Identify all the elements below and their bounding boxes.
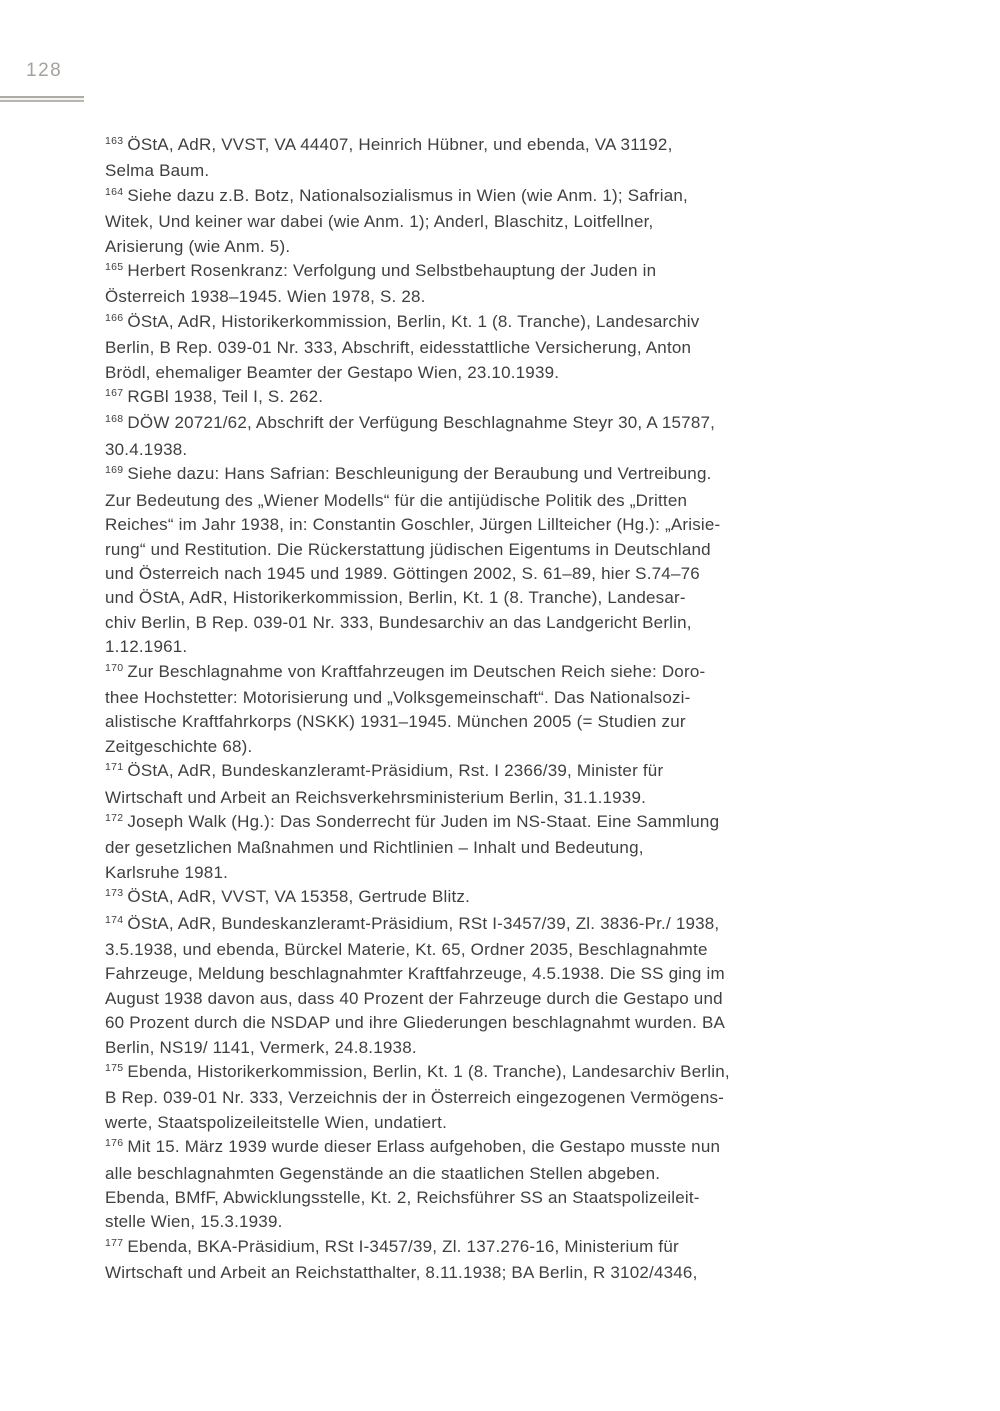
footnote-line: werte, Staatspolizeileitstelle Wien, undatiert.	[105, 1112, 448, 1132]
footnote-number: 163	[105, 135, 124, 147]
footnote-number: 175	[105, 1062, 124, 1075]
footnote-line: 30.4.1938.	[105, 439, 188, 459]
footnote-line: Berlin, B Rep. 039-01 Nr. 333, Abschrift, eidesstattliche Versicherung, Anton	[105, 338, 692, 358]
footnote-line: Zeitgeschichte 68).	[105, 736, 253, 756]
footnote-170	[105, 660, 825, 760]
footnote-line: Wirtschaft und Arbeit an Reichstatthalter, 8.11.1938; BA Berlin, R 3102/4346,	[105, 1263, 698, 1283]
footnote-line: 164 Siehe dazu z.B. Botz, Nationalsozialismus in Wien (wie Anm. 1); Safrian,	[105, 184, 825, 210]
footnote-line: 169 Siehe dazu: Hans Safrian: Beschleunigung der Beraubung und Vertreibung.	[105, 462, 825, 488]
footnote-line: 167 RGBl 1938, Teil I, S. 262.	[105, 385, 825, 411]
footnote-number: 176	[105, 1137, 124, 1150]
footnote-line: und Österreich nach 1945 und 1989. Göttingen 2002, S. 61–89, hier S.74–76	[105, 563, 700, 583]
footnote-line: chiv Berlin, B Rep. 039-01 Nr. 333, Bundesarchiv an das Landgericht Berlin,	[105, 612, 692, 632]
footnote-166	[105, 310, 825, 385]
footnote-number: 166	[105, 311, 124, 324]
footnote-line: und ÖStA, AdR, Historikerkommission, Berlin, Kt. 1 (8. Tranche), Landesar-	[105, 588, 686, 608]
footnote-line: thee Hochstetter: Motorisierung und „Volksgemeinschaft“. Das Nationalsozi-	[105, 687, 691, 707]
footnote-line: stelle Wien, 15.3.1939.	[105, 1212, 283, 1232]
footnotes	[105, 133, 825, 1286]
footnote-line: 165 Herbert Rosenkranz: Verfolgung und Selbstbehauptung der Juden in	[105, 259, 825, 285]
footnote-line: Reiches“ im Jahr 1938, in: Constantin Goschler, Jürgen Lillteicher (Hg.): „Arisie-	[105, 515, 721, 535]
footnote-line: Witek, Und keiner war dabei (wie Anm. 1); Anderl, Blaschitz, Loitfellner,	[105, 212, 654, 232]
footnote-line: 176 Mit 15. März 1939 wurde dieser Erlass aufgehoben, die Gestapo musste nun	[105, 1135, 825, 1161]
page-number: 128	[26, 60, 63, 81]
footnote-175	[105, 1060, 825, 1135]
footnote-line: Arisierung (wie Anm. 5).	[105, 236, 291, 256]
footnote-line: 171 ÖStA, AdR, Bundeskanzleramt-Präsidium, Rst. I 2366/39, Minister für	[105, 759, 825, 785]
footnote-line: 177 Ebenda, BKA-Präsidium, RSt I-3457/39, Zl. 137.276-16, Ministerium für	[105, 1235, 825, 1261]
footnote-171	[105, 759, 825, 810]
footnote-number: 173	[105, 887, 124, 900]
footnote-173	[105, 885, 825, 911]
footnote-line: Österreich 1938–1945. Wien 1978, S. 28.	[105, 287, 426, 307]
footnote-line: Brödl, ehemaliger Beamter der Gestapo Wien, 23.10.1939.	[105, 362, 560, 382]
footnote-line: Wirtschaft und Arbeit an Reichsverkehrsministerium Berlin, 31.1.1939.	[105, 787, 647, 807]
footnote-number: 164	[105, 185, 124, 198]
footnote-line: Ebenda, BMfF, Abwicklungsstelle, Kt. 2, Reichsführer SS an Staatspolizeileit-	[105, 1188, 700, 1208]
footnote-line: 166 ÖStA, AdR, Historikerkommission, Berlin, Kt. 1 (8. Tranche), Landesarchiv	[105, 310, 825, 336]
footnote-line: Berlin, NS19/ 1141, Vermerk, 24.8.1938.	[105, 1037, 417, 1057]
footnote-line: rung“ und Restitution. Die Rückerstattung jüdischen Eigentums in Deutschland	[105, 539, 711, 559]
footnote-line: 1.12.1961.	[105, 637, 188, 657]
footnote-172	[105, 810, 825, 885]
footnote-176	[105, 1135, 825, 1235]
footnote-number: 171	[105, 761, 124, 774]
footnote-number: 174	[105, 913, 124, 926]
footnote-168	[105, 411, 825, 462]
footnote-line: August 1938 davon aus, dass 40 Prozent der Fahrzeuge durch die Gestapo und	[105, 988, 723, 1008]
footnote-line: 163 ÖStA, AdR, VVST, VA 44407, Heinrich Hübner, und ebenda, VA 31192,	[105, 133, 825, 159]
footnote-line: alle beschlagnahmten Gegenstände an die staatlichen Stellen abgeben.	[105, 1163, 661, 1183]
footnote-163	[105, 133, 825, 184]
footnote-165	[105, 259, 825, 310]
footnote-line: Karlsruhe 1981.	[105, 862, 229, 882]
footnote-number: 168	[105, 413, 124, 426]
footnote-line: alistische Kraftfahrkorps (NSKK) 1931–1945. München 2005 (= Studien zur	[105, 712, 686, 732]
footnote-number: 177	[105, 1236, 124, 1249]
footnote-line: B Rep. 039-01 Nr. 333, Verzeichnis der in Österreich eingezogenen Vermögens-	[105, 1088, 725, 1108]
footnote-line: 173 ÖStA, AdR, VVST, VA 15358, Gertrude Blitz.	[105, 885, 825, 911]
footnote-line: 175 Ebenda, Historikerkommission, Berlin, Kt. 1 (8. Tranche), Landesarchiv Berlin,	[105, 1060, 825, 1086]
footnote-169	[105, 462, 825, 659]
footnote-167	[105, 385, 825, 411]
footnote-177	[105, 1235, 825, 1286]
footnote-line: Fahrzeuge, Meldung beschlagnahmter Kraftfahrzeuge, 4.5.1938. Die SS ging im	[105, 964, 725, 984]
footnote-line: 60 Prozent durch die NSDAP und ihre Gliederungen beschlagnahmt wurden. BA	[105, 1013, 726, 1033]
footnote-line: 170 Zur Beschlagnahme von Kraftfahrzeugen im Deutschen Reich siehe: Doro-	[105, 660, 825, 686]
footnote-number: 172	[105, 811, 124, 824]
footnote-number: 167	[105, 387, 124, 400]
footnote-number: 165	[105, 261, 124, 274]
footnote-174	[105, 912, 825, 1060]
footnote-line: Selma Baum.	[105, 161, 210, 181]
footnote-number: 169	[105, 464, 124, 477]
footnote-line: Zur Bedeutung des „Wiener Modells“ für die antijüdische Politik des „Dritten	[105, 490, 688, 510]
footnote-line: der gesetzlichen Maßnahmen und Richtlinien – Inhalt und Bedeutung,	[105, 838, 644, 858]
footnote-line: 168 DÖW 20721/62, Abschrift der Verfügung Beschlagnahme Steyr 30, A 15787,	[105, 411, 825, 437]
footnote-164	[105, 184, 825, 259]
footnote-number: 170	[105, 661, 124, 674]
footnote-line: 174 ÖStA, AdR, Bundeskanzleramt-Präsidium, RSt I-3457/39, Zl. 3836-Pr./ 1938,	[105, 912, 825, 938]
header-double-rule	[0, 96, 84, 102]
footnote-line: 3.5.1938, und ebenda, Bürckel Materie, Kt. 65, Ordner 2035, Beschlagnahmte	[105, 940, 708, 959]
footnote-line: 172 Joseph Walk (Hg.): Das Sonderrecht für Juden im NS-Staat. Eine Sammlung	[105, 810, 825, 836]
